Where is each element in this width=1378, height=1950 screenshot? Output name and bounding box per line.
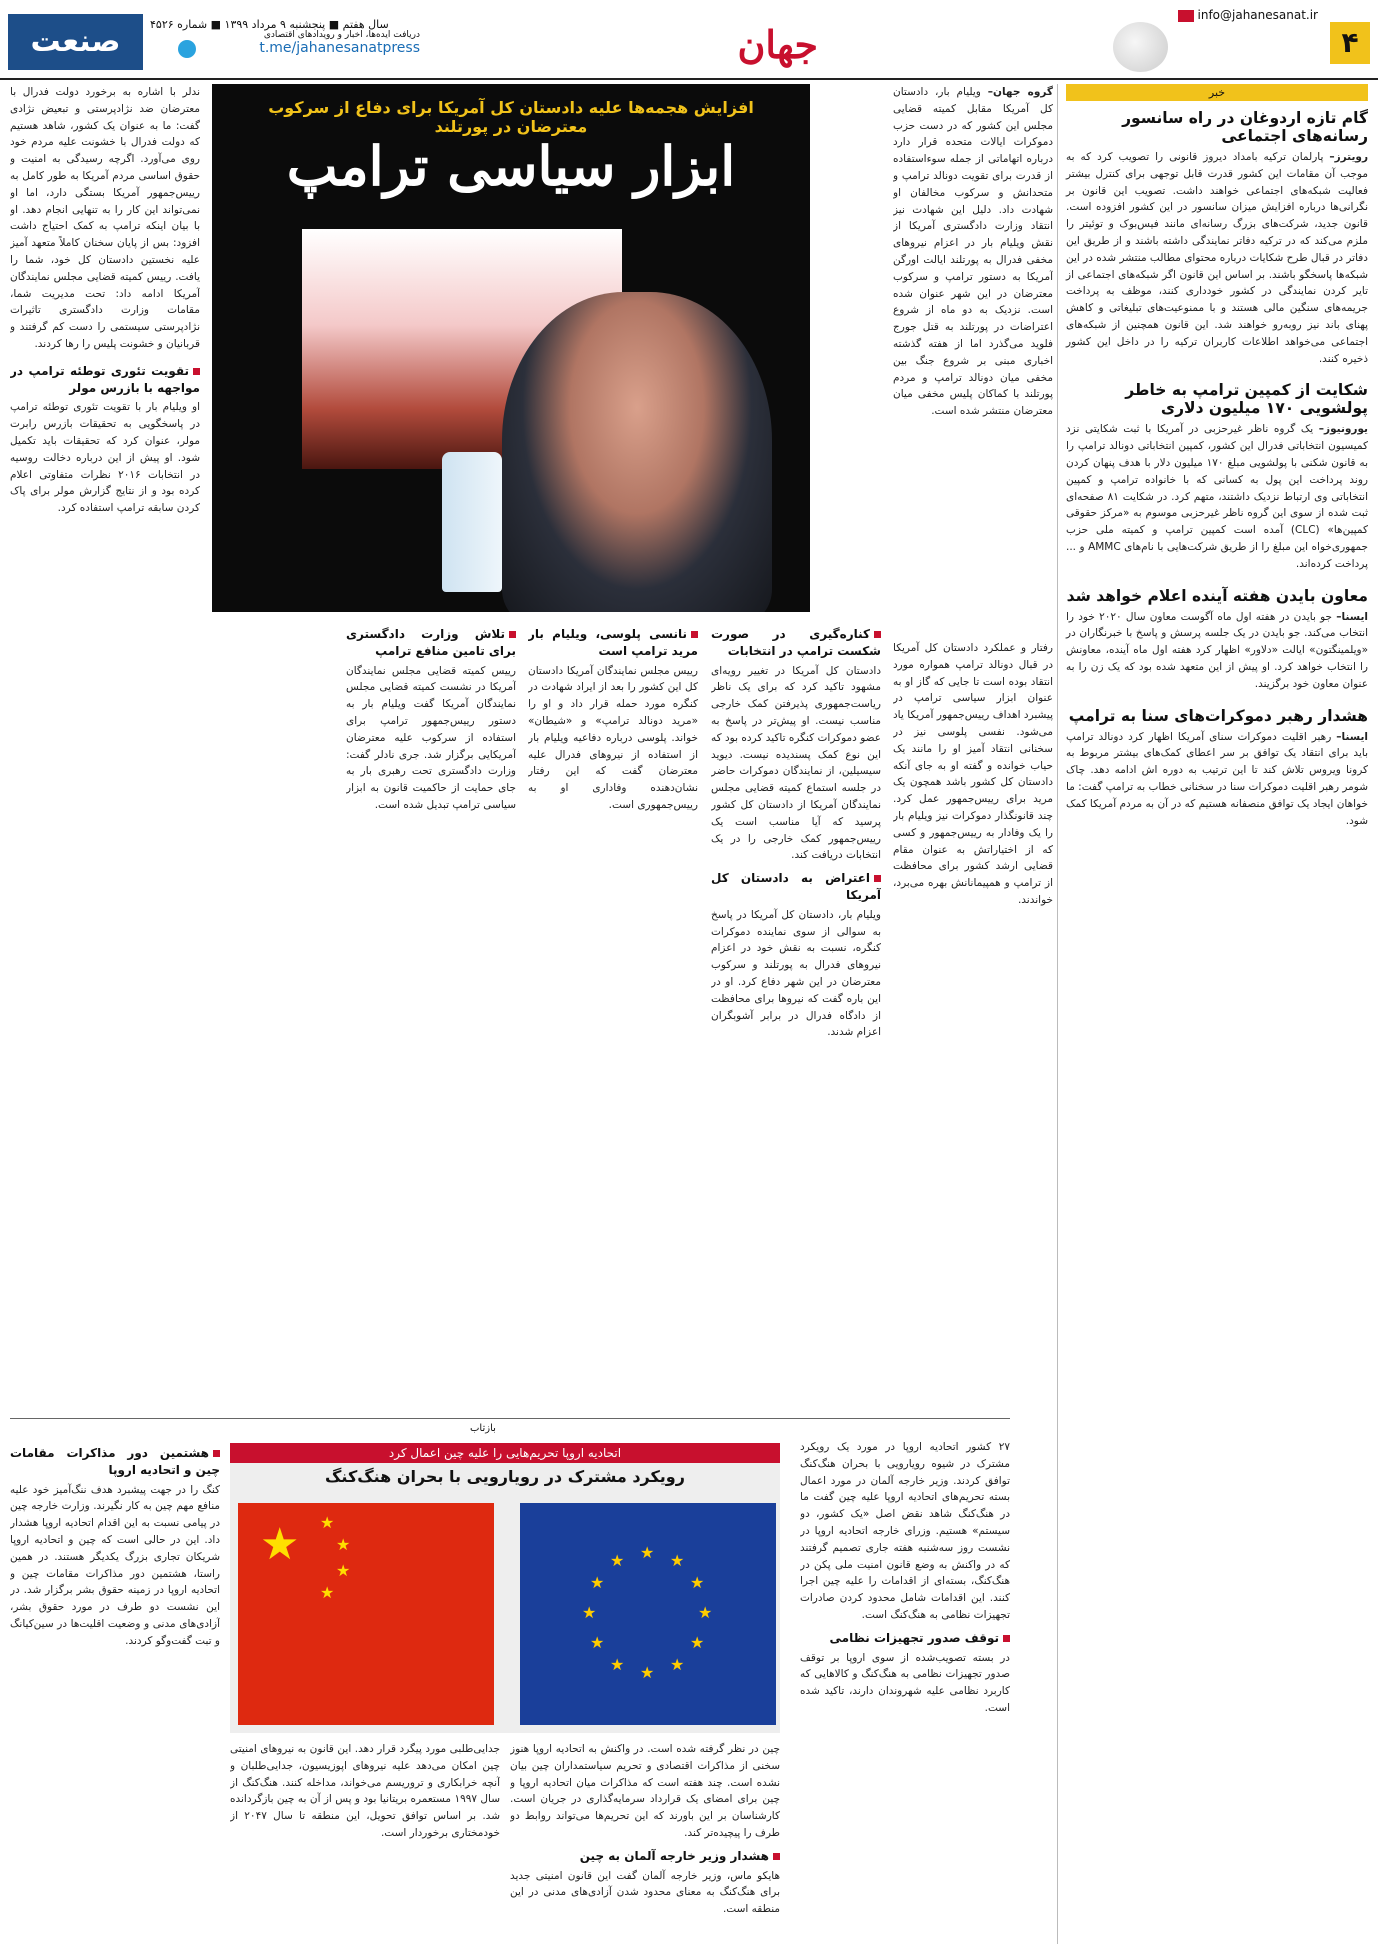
bottom-left-text: کنگ را در جهت پیشبرد هدف ننگ‌آمیز خود علیه منافع مهم چین به کار نگیرند. وزارت خارجه چین در پیامی نسبت به این اقدام اتحادیه اروپا هشدار داد. این در حالی است که چین و اتحادیه اروپا شریکان تجاری بزرگ یکدیگر هستند. در همین راستا، هشتمین دور مذاکرات مقامات چین و اتحادیه اروپا در زمینه حقوق بشر برگزار شد. در این نشست دو طرف در مورد حقوق بشر، آزادی‌های مدنی و وضعیت اقلیت‌ها در سین‌کیانگ و تبت گفت‌وگو کردند. — [10, 1483, 220, 1647]
sanitizer-bottle-image — [442, 452, 502, 592]
subheading: تلاش وزارت دادگستری برای تامین منافع ترامپ — [346, 627, 516, 658]
bullet-square-icon — [874, 631, 881, 638]
bullet-square-icon — [213, 1450, 220, 1457]
star-icon: ★ — [610, 1551, 625, 1570]
bottom-col-left — [10, 1439, 220, 1939]
star-icon: ★ — [670, 1551, 685, 1570]
news-headline: هشدار رهبر دموکرات‌های سنا به ترامپ — [1068, 706, 1368, 725]
main-story-col-4 — [528, 620, 698, 1410]
bullet-square-icon — [1003, 1635, 1010, 1642]
bottom-col-under-photo-left — [230, 1741, 500, 1937]
sub1-text: دادستان کل آمریکا در تغییر رویه‌ای مشهود تاکید کرد که برای یک ناظر ریاست‌جمهوری پذیرفتن کمک خارجی مناسب نیست. او پیش‌تر در پاسخ به عضو دموکرات کنگره تاکید کرده بود که این نوع کمک پسندیده نیست. دیوید سیسیلین، از نمایندگان دموکرات حاضر در جلسه استماع کمیته قضایی مجلس نمایندگان آمریکا از دادستان کل کشور پرسید که آیا مناسب است یک رییس‌جمهور کمک خارجی را در یک انتخابات دریافت کند. — [711, 664, 881, 862]
newspaper-logo: صنعت — [8, 14, 143, 70]
news-headline: گام تازه اردوغان در راه سانسور رسانه‌های اجتماعی — [1122, 109, 1368, 145]
bullet-square-icon — [193, 368, 200, 375]
news-text: جو بایدن در هفته اول ماه آگوست معاون سال ۲۰۲۰ خود را انتخاب می‌کند. جو بایدن در یک جلسه پرسش و پاسخ با خبرنگاران در «ویلمینگتون» ایالت «دلاور» اظهار کرد هفته اول ماه آینده، معاونش را انتخاب خواهد کرد. او پیش از این متعهد شده بود که یک زن را به عنوان معاون خود برگزیند. — [1066, 610, 1368, 690]
main-story-col-left — [10, 84, 200, 1410]
telegram-icon — [178, 40, 196, 58]
sub5-text: او ویلیام بار با تقویت تئوری توطئه ترامپ در پاسخگویی به تحقیقات بازرس رابرت مولر، عنوان کرد که تحقیقات باید تکمیل شود. او پیش از این درباره دخالت روسیه در انتخابات ۲۰۱۶ نظرات متفاوتی اعلام کرده بود و از نتایج گزارش مولر برای پاک کردن سابقه ترامپ استفاده کرد. — [10, 401, 200, 515]
news-byline: ایسنا– — [1336, 730, 1368, 743]
main-story-intro — [893, 84, 1053, 634]
page-header — [0, 0, 1378, 80]
main-story-col-5 — [346, 620, 516, 1410]
star-icon: ★ — [640, 1543, 655, 1562]
edition-info: سال هفتم ■ پنجشنبه ۹ مرداد ۱۳۹۹ ■ شماره ۴۵۲۶ — [150, 18, 389, 31]
subheading: هشتمین دور مذاکرات مقامات چین و اتحادیه اروپا — [10, 1446, 220, 1477]
main-col2-text: رفتار و عملکرد دادستان کل آمریکا در قبال دونالد ترامپ همواره مورد انتقاد بوده است تا جایی که گاز او به عنوان ابزار سیاسی ترامپ در پیشبرد اهداف رییس‌جمهور آمریکا یاد می‌شود. نفسی پلوسی نیز در سخنانی انتقاد آمیز او را مانند یک حیاب خوانده و گفته او به جای آنکه دادستان کل کشور باشد همچون یک مرید برای رییس‌جمهور عمل کرد. چند قانونگذار دموکرات نیز ویلیام بار را یک وفادار به رییس‌جمهور و کسی که از اختیاراتش به عنوان مقام قضایی ارشد کشور برای محافظت از ترامپ و همپیمانانش بهره می‌برد، خواندند. — [893, 642, 1053, 906]
bottom-mid-text: جدایی‌طلبی مورد پیگرد قرار دهد. این قانون به نیروهای امنیتی چین امکان می‌دهد علیه نیروهای اپوزیسیون، جدایی‌طلبان و آنچه خرابکاری و تروریسم می‌خواند، مداخله کنند. هنگ‌کنگ از سال ۱۹۹۷ مستعمره بریتانیا بود و پس از آن به چین بازگردانده شد. بر اساس توافق تحویل، این منطقه تا سال ۲۰۴۷ از خودمختاری برخوردار است. — [230, 1743, 500, 1839]
news-body — [1066, 149, 1368, 367]
main-headline: ابزار سیاسی ترامپ — [286, 134, 736, 198]
hero-photo — [212, 84, 810, 612]
email-icon — [1178, 10, 1194, 22]
news-text: رهبر اقلیت دموکرات سنای آمریکا اظهار کرد دونالد ترامپ باید برای انتقاد یک توافق بر سر اعطای کمک‌های بیشتر مربوط به کرونا ویروس تلاش کند تا این ترتیب به دوره اش ادامه دهد. چاک شومر رهبر اقلیت دموکرات سنا در سخنانی خطاب به ترامپ گفت: ما خواهان ایجاد یک توافق منصفانه هستیم که در آن به مردم آمریکا کمک شود. — [1066, 730, 1368, 827]
bottom-section-label: بازتاب — [470, 1423, 496, 1434]
email-text: info@jahanesanat.ir — [1197, 8, 1318, 22]
contact-email[interactable] — [1174, 8, 1318, 22]
subheading: هشدار وزیر خارجه آلمان به چین — [510, 1848, 780, 1865]
star-icon: ★ — [582, 1603, 597, 1622]
star-icon: ★ — [336, 1535, 351, 1554]
main-kicker: افزایش هجمه‌ها علیه دادستان کل آمریکا برای دفاع از سرکوب معترضان در پورتلند — [268, 98, 754, 136]
bottom-sub2-text: هایکو ماس، وزیر خارجه آلمان گفت این قانون امنیتی جدید برای هنگ‌کنگ به معنای محدود شدن آزادی‌های مدنی در این منطقه است. — [510, 1869, 780, 1916]
star-icon: ★ — [698, 1603, 713, 1622]
bottom-photo — [230, 1443, 780, 1733]
news-label: خبر — [1066, 84, 1368, 101]
star-icon: ★ — [320, 1513, 335, 1532]
news-headline: معاون بایدن هفته آینده اعلام خواهد شد — [1066, 586, 1368, 605]
subheading: تقویت تئوری توطئه ترامپ در مواجهه با بازرس مولر — [10, 363, 200, 395]
bullet-square-icon — [691, 631, 698, 638]
eu-flag-image — [520, 1503, 776, 1725]
news-headline: شکایت از کمپین ترامپ به خاطر پولشویی ۱۷۰ میلیون دلاری — [1125, 381, 1368, 418]
portrait-image — [502, 292, 772, 612]
main-story-col-2 — [893, 640, 1053, 1410]
news-byline: ایسنا– — [1336, 610, 1368, 623]
section-title: جهان — [737, 22, 818, 67]
telegram-label: دریافت ایده‌ها، اخبار و رویدادهای اقتصادی — [263, 30, 420, 40]
subheading: اعتراض به دادستان کل آمریکا — [711, 871, 881, 902]
china-flag-image — [238, 1503, 494, 1725]
star-icon: ★ — [260, 1519, 300, 1570]
news-column — [1057, 84, 1368, 1944]
sub3-text: رییس مجلس نمایندگان آمریکا دادستان کل این کشور را بعد از ایراد شهادت در کنگره مورد حمله قرار داد و او را «مرید دونالد ترامپ» و «شیطان» خواند. پلوسی درباره دفاعیه ویلیام بار از استفاده از نیروهای فدرال علیه معترضان گفت که این رفتار نشان‌دهنده وفاداری او به رییس‌جمهوری است. — [528, 664, 698, 811]
telegram-promo[interactable] — [200, 30, 420, 56]
main-story-col-3 — [711, 620, 881, 1410]
star-icon: ★ — [320, 1583, 335, 1602]
star-icon: ★ — [690, 1633, 705, 1652]
news-text: یک گروه ناظر غیرحزبی در آمریکا با ثبت شکایتی نزد کمیسیون انتخاباتی فدرال این کشور، کمپین انتخاباتی دونالد ترامپ را به قانون شکنی با پولشویی مبلغ ۱۷۰ میلیون دلار با هدف پنهان کردن روند پرداخت این پول به کسانی که با خانواده ترامپ و کمپین انتخاباتی وی ارتباط نزدیک داشتند، متهم کرد. در شکایت ۸۱ صفحه‌ای ثبت شده از سوی این گروه ناظر غیرحزبی موسوم به «مرکز حقوقی کمپین‌ها» (CLC) آمده است کمپین ترامپ و کمیته ملی حزب جمهوری‌خواه این مبلغ را از طریق شرکت‌هایی با نام‌های AMMC و ... پرداخت کرده‌اند. — [1066, 423, 1368, 570]
subheading: توقف صدور تجهیزات نظامی — [800, 1630, 1010, 1647]
bullet-square-icon — [509, 631, 516, 638]
sub4-text: رییس کمیته قضایی مجلس نمایندگان آمریکا در نشست کمیته قضایی مجلس نمایندگان آمریکا گفت ویلیام بار به دستور رییس‌جمهور ترامپ برای استفاده از سرکوب علیه معترضان آمریکایی برگزار شد. جری نادلر گفت: وزارت دادگستری تحت رهبری بار به جای حمایت از حاکمیت قانون به ابزار سیاسی ترامپ تبدیل شده است. — [346, 664, 516, 811]
star-icon: ★ — [590, 1633, 605, 1652]
star-icon: ★ — [336, 1561, 351, 1580]
news-byline: رویترز– — [1329, 151, 1368, 163]
news-byline: یورونیوز– — [1318, 423, 1368, 436]
subheading: نانسی پلوسی، ویلیام بار مرید ترامپ است — [528, 627, 698, 658]
main-byline: گروه جهان– — [987, 86, 1053, 98]
news-body — [1066, 609, 1368, 693]
news-body — [1066, 421, 1368, 572]
bottom-headline: رویکرد مشترک در رویارویی با بحران هنگ‌کنگ — [325, 1467, 685, 1486]
bottom-col-under-photo-right — [510, 1741, 780, 1937]
bullet-square-icon — [874, 875, 881, 882]
star-icon: ★ — [670, 1655, 685, 1674]
star-icon: ★ — [610, 1655, 625, 1674]
bottom-right-text: ۲۷ کشور اتحادیه اروپا در مورد یک رویکرد مشترک در شیوه رویارویی با بحران هنگ‌کنگ توافق کردند. وزیر خارجه آلمان در مورد اعمال بسته تحریم‌های اتحادیه اروپا علیه چین گفت ما در هنگ‌کنگ شاهد نقض اصل «یک کشور، دو سیستم» هستیم. وزرای خارجه اتحادیه اروپا در نشست روز سه‌شنبه هفته جاری تصمیم گرفتند که در واکنش به وضع قانون امنیت ملی پکن در هنگ‌کنگ، بسته‌ای از اقدامات را علیه چین اجرا کنند. این اقدامات شامل محدود کردن صادرات تجهیزات نظامی به هنگ‌کنگ است. — [800, 1441, 1010, 1621]
star-icon: ★ — [690, 1573, 705, 1592]
subheading: کناره‌گیری در صورت شکست ترامپ در انتخابات — [711, 627, 881, 658]
star-icon: ★ — [590, 1573, 605, 1592]
left-col-text: ندلر با اشاره به برخورد دولت فدرال با معترضان ضد نژادپرستی و تبعیض نژادی گفت: ما به عنوان یک کشور، شاهد هستیم که دولت فدرال با خشونت علیه مردم خود روی می‌آورد. اگرچه رسیدگی به امنیت و حقوق اساسی مردم آمریکا به طور کامل به رییس‌جمهور آمریکا بستگی دارد، اما او نمی‌تواند این کار را به تنهایی انجام دهد. او با بیان اینکه ترامپ به کمک احتیاج داشت افزود: بس از پایان سخنان کاملاً متعهد آمیز علیه نخستین دادستان کل خود، شما را یافت. رییس کمیته قضایی مجلس نمایندگان آمریکا ادامه داد: تحت مدیریت شما، مقامات وزارت دادگستری تاثیرات نژادپرستی سیستمی را دست کم گرفتند و قربانیان و خشونت پلیس را رها کردند. — [10, 86, 200, 350]
bottom-col-right — [800, 1439, 1010, 1939]
bullet-square-icon — [773, 1853, 780, 1860]
bottom-kicker: اتحادیه اروپا تحریم‌هایی را علیه چین اعمال کرد — [230, 1443, 780, 1463]
main-intro-text: ویلیام بار، دادستان کل آمریکا مقابل کمیته قضایی مجلس این کشور که در دست حزب دموکرات ایالات متحده قرار دارد درباره اتهاماتی از جمله سوءاستفاده از قدرت برای تقویت دونالد ترامپ و متحدانش و سرکوب مخالفان او شهادت داد. دلیل این شهادت نیز انتقاد وزارت دادگستری آمریکا از نقش ویلیام بار در اعزام نیروهای مخفی فدرال به پورتلند ایالت اورگن آمریکا به دستور ترامپ و سرکوب معترضان در این شهر عنوان شده است. نزدیک به دو ماه از شروع اعتراضات در پورتلند به قتل جورج فلوید می‌گذرد اما از هفته گذشته اخباری مبنی بر شروع جنگ بین مخفی میان دونالد ترامپ و مردم پورتلند با کماکان پلیس مخفی میان معترضان منتشر شده است. — [893, 86, 1053, 418]
star-icon: ★ — [640, 1663, 655, 1682]
globe-icon — [1113, 22, 1168, 72]
sub2-text: ویلیام بار، دادستان کل آمریکا در پاسخ به سوالی از سوی نماینده دموکرات کنگره، نسبت به نقش خود در اعزام نیروهای فدرال به پورتلند و سرکوب معترضان در این شهر دفاع کرد. او در این باره گفت که نیروها برای محافظت از دادگاه فدرال در برابر آشوبگران اعزام شدند. — [711, 908, 881, 1039]
news-body — [1066, 729, 1368, 830]
telegram-link[interactable]: t.me/jahanesanatpress — [259, 40, 420, 56]
bottom-story — [10, 1418, 1010, 1941]
page-number: ۴ — [1330, 22, 1370, 64]
bottom-right2-text: چین در نظر گرفته شده است. در واکنش به اتحادیه اروپا هنوز سخنی از مذاکرات اقتصادی و تحریم سیاستمداران چین بیان نشده است. چند هفته است که مذاکرات میان اتحادیه اروپا و چین برای امضای یک قرارداد سرمایه‌گذاری در جریان است. کارشناسان بر این باورند که این تحریم‌ها می‌تواند روابط دو طرف را پیچیده‌تر کند. — [510, 1743, 780, 1839]
news-text: پارلمان ترکیه بامداد دیروز قانونی را تصویب کرد که به موجب آن مقامات این کشور قدرت قابل توجهی برای کنترل بیشتر فعالیت شبکه‌های اجتماعی خواهند داشت. تصویب این قانون بر نگرانی‌ها درباره افزایش میزان سانسور در این کشور افزوده است. قانون جدید، شرکت‌های بزرگ رسانه‌ای مانند فیس‌بوک و توئیتر را ملزم می‌کند که در ترکیه دفاتر نمایندگی داشته باشند و از طریق این دفاتر در قبال طرح شکایات درباره محتوای مطالب منتشر شده در این شبکه‌ها پاسخگو باشند. بر اساس این قانون اگر شبکه‌های اجتماعی از تایر کردن نمایندگی در کشور خودداری کنند، موظف به پرداخت جریمه‌های سنگین مالی هستند و با ممنوعیت‌های تبلیغاتی و کاهش پهنای باند نیز روبه‌رو خواهند شد. این قانون همچنین از شبکه‌های اجتماعی می‌خواهد اطلاعات کاربران ترکیه را در داخل این کشور ذخیره کنند. — [1066, 151, 1368, 365]
bottom-sub1-text: در بسته تصویب‌شده از سوی اروپا بر توقف صدور تجهیزات نظامی به هنگ‌کنگ و کالاهایی که کاربرد نظامی علیه شهروندان دارند، تاکید شده است. — [800, 1651, 1010, 1714]
